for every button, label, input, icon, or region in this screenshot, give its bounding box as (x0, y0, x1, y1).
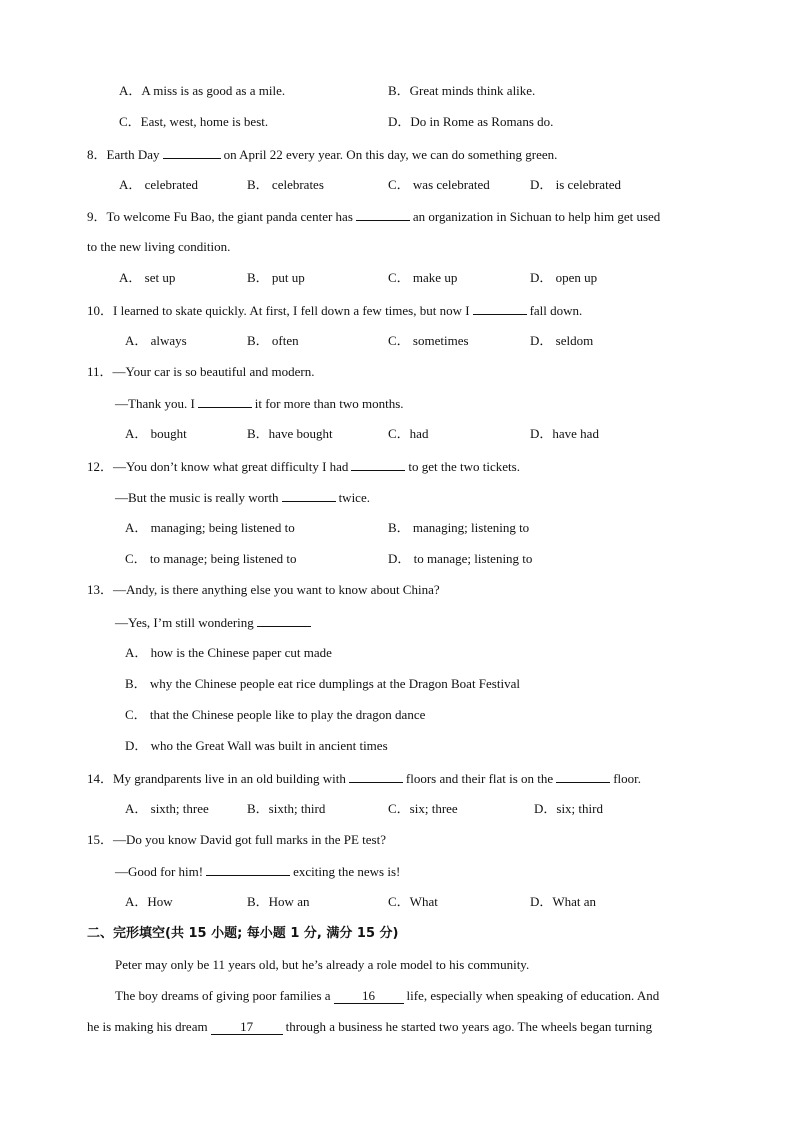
q7-option-c: C．East, west, home is best. (119, 114, 269, 129)
q11-reply-end: it for more than two months. (254, 396, 404, 411)
q12-stem-start: 12．—You don’t know what great difficulty I had (87, 459, 349, 474)
q8-option-d: D． is celebrated (530, 177, 621, 192)
q14-option-c: C．six; three (388, 801, 458, 816)
section-2-heading: 二、完形填空(共 15 小题; 每小题 1 分, 满分 15 分) (87, 926, 399, 941)
q12-option-a: A． managing; being listened to (125, 520, 295, 535)
q8-option-c: C． was celebrated (388, 177, 490, 192)
q8-stem (87, 146, 557, 163)
q9-stem-start: 9．To welcome Fu Bao, the giant panda center has (87, 209, 353, 224)
q11-stem: 11．—Your car is so beautiful and modern. (87, 364, 315, 379)
q13-option-b: B． why the Chinese people eat rice dumplings at the Dragon Boat Festival (125, 676, 520, 691)
q8-blank (163, 146, 221, 159)
q12-stem (87, 458, 520, 475)
q12-stem-end: to get the two tickets. (408, 459, 520, 474)
cloze-blank-16: 16 (334, 989, 404, 1004)
q12-reply-end: twice. (338, 490, 370, 505)
q9-option-b: B． put up (247, 270, 305, 285)
q11-reply (115, 395, 404, 412)
q13-option-c: C． that the Chinese people like to play the dragon dance (125, 707, 426, 722)
q7-option-b: B．Great minds think alike. (388, 83, 536, 98)
q13-reply-text: —Yes, I’m still wondering (115, 615, 254, 630)
q15-blank (206, 863, 290, 876)
q9-option-c: C． make up (388, 270, 458, 285)
q14-blank-2 (556, 770, 610, 783)
q15-stem: 15．—Do you know David got full marks in the PE test? (87, 832, 386, 847)
q8-option-a: A． celebrated (119, 177, 199, 192)
q9-option-d: D． open up (530, 270, 598, 285)
q10-blank (473, 302, 527, 315)
q14-blank-1 (349, 770, 403, 783)
q9-blank (356, 208, 410, 221)
q12-reply (115, 489, 370, 506)
q14-stem-end: floor. (613, 771, 642, 786)
passage-paragraph-2 (115, 988, 659, 1004)
passage-paragraph-2-continued (87, 1019, 652, 1035)
q14-option-a: A． sixth; three (125, 801, 209, 816)
q11-reply-start: —Thank you. I (115, 396, 195, 411)
q8-stem-start: 8．Earth Day (87, 147, 160, 162)
q8-option-b: B． celebrates (247, 177, 324, 192)
q11-blank (198, 395, 252, 408)
q14-option-b: B．sixth; third (247, 801, 326, 816)
q9-stem (87, 208, 660, 225)
q11-option-b: B．have bought (247, 426, 333, 441)
q7-option-d: D．Do in Rome as Romans do. (388, 114, 554, 129)
q10-option-b: B． often (247, 333, 299, 348)
q9-stem-end: an organization in Sichuan to help him get used (412, 209, 661, 224)
q15-option-b: B．How an (247, 894, 310, 909)
q15-option-d: D．What an (530, 894, 597, 909)
q10-option-a: A． always (125, 333, 187, 348)
q15-reply (115, 863, 400, 880)
q14-stem-start: 14．My grandparents live in an old building with (87, 771, 346, 786)
q7-option-a: A．A miss is as good as a mile. (119, 83, 286, 98)
q12-blank-2 (282, 489, 336, 502)
q12-blank-1 (351, 458, 405, 471)
q12-option-b: B． managing; listening to (388, 520, 530, 535)
q15-reply-start: —Good for him! (115, 864, 204, 879)
q15-option-a: A．How (125, 894, 173, 909)
passage-text: The boy dreams of giving poor families a (115, 988, 331, 1003)
q9-option-a: A． set up (119, 270, 176, 285)
q12-reply-start: —But the music is really worth (115, 490, 279, 505)
q12-option-c: C． to manage; being listened to (125, 551, 297, 566)
q14-stem (87, 770, 641, 787)
q9-stem-continued: to the new living condition. (87, 239, 231, 254)
passage-text: life, especially when speaking of education. And (406, 988, 660, 1003)
q13-stem: 13．—Andy, is there anything else you want to know about China? (87, 582, 440, 597)
q11-option-d: D．have had (530, 426, 599, 441)
q15-reply-end: exciting the news is! (293, 864, 401, 879)
q14-option-d: D．six; third (534, 801, 603, 816)
q10-stem-end: fall down. (529, 303, 583, 318)
q10-option-d: D． seldom (530, 333, 594, 348)
q15-option-c: C．What (388, 894, 438, 909)
passage-text: through a business he started two years ago. The wheels began turning (285, 1019, 653, 1034)
q13-option-d: D． who the Great Wall was built in ancient times (125, 738, 388, 753)
passage-text: he is making his dream (87, 1019, 208, 1034)
q10-stem-start: 10．I learned to skate quickly. At first, I fell down a few times, but now I (87, 303, 470, 318)
q8-stem-end: on April 22 every year. On this day, we can do something green. (223, 147, 558, 162)
q11-option-a: A． bought (125, 426, 187, 441)
q13-reply (115, 614, 314, 631)
q12-option-d: D． to manage; listening to (388, 551, 533, 566)
cloze-blank-17: 17 (211, 1020, 283, 1035)
passage-paragraph-1: Peter may only be 11 years old, but he’s already a role model to his community. (115, 957, 530, 972)
q13-blank (257, 614, 311, 627)
q10-option-c: C． sometimes (388, 333, 469, 348)
q11-option-c: C．had (388, 426, 429, 441)
q10-stem (87, 302, 582, 319)
q13-option-a: A． how is the Chinese paper cut made (125, 645, 332, 660)
q14-stem-middle: floors and their flat is on the (405, 771, 554, 786)
